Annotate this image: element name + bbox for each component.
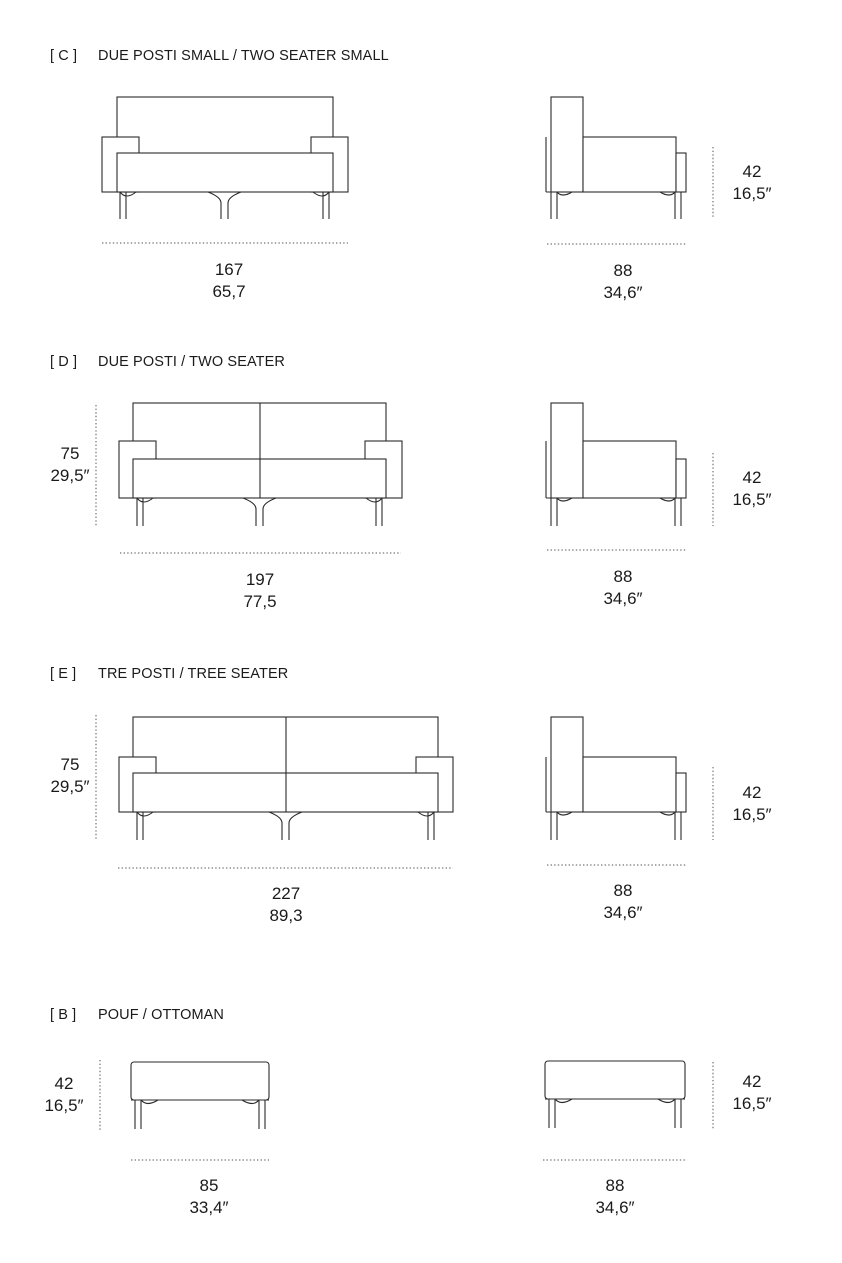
height-label: [24, 1073, 104, 1117]
seat-height-label: [712, 782, 792, 826]
seat-height-inches: 16,5″: [732, 184, 772, 203]
seat-height-label: [712, 467, 792, 511]
width-label: [220, 569, 300, 613]
height-inches: 16,5″: [44, 1096, 84, 1115]
width-inches: 89,3: [269, 906, 303, 925]
width-inches: 65,7: [212, 282, 246, 301]
depth-label: [583, 880, 663, 924]
depth-label: [575, 1175, 655, 1219]
depth-cm: 88: [613, 881, 633, 900]
depth-inches: 34,6″: [603, 903, 643, 922]
width-label: [189, 259, 269, 303]
sofa-e-side-view: [546, 717, 686, 840]
seat-height-inches: 16,5″: [732, 805, 772, 824]
width-inches: 77,5: [243, 592, 277, 611]
height-label: [30, 443, 110, 487]
section-code: [ C ]: [50, 48, 78, 64]
height-inches: 29,5″: [50, 777, 90, 796]
height-cm: 42: [742, 1072, 762, 1091]
depth-inches: 34,6″: [595, 1198, 635, 1217]
seat-height-cm: 42: [742, 468, 762, 487]
depth-inches: 34,6″: [603, 283, 643, 302]
section-name: DUE POSTI / TWO SEATER: [98, 354, 285, 370]
pouf-front-view: [131, 1062, 269, 1129]
depth-label: [583, 260, 663, 304]
depth-inches: 34,6″: [603, 589, 643, 608]
pouf-side-view: [545, 1061, 685, 1128]
sofa-c-side-view: [546, 97, 686, 219]
section-name: TRE POSTI / TREE SEATER: [98, 666, 289, 682]
width-cm: 197: [245, 570, 275, 589]
depth-cm: 88: [613, 567, 633, 586]
section-code: [ E ]: [50, 666, 77, 682]
seat-height-inches: 16,5″: [732, 490, 772, 509]
depth-label: [583, 566, 663, 610]
width-cm: 167: [214, 260, 244, 279]
depth-cm: 88: [613, 261, 633, 280]
sofa-c-front-view: [102, 97, 348, 219]
width-label: [246, 883, 326, 927]
seat-height-cm: 42: [742, 162, 762, 181]
section-code: [ B ]: [50, 1007, 77, 1023]
height-cm: 75: [60, 755, 80, 774]
sofa-e-front-view: [119, 717, 453, 840]
height-label: [712, 1071, 792, 1115]
section-name: DUE POSTI SMALL / TWO SEATER SMALL: [98, 48, 389, 64]
width-cm: 227: [271, 884, 301, 903]
section-name: POUF / OTTOMAN: [98, 1007, 224, 1023]
sofa-d-front-view: [119, 403, 402, 526]
width-cm: 85: [199, 1176, 219, 1195]
width-inches: 33,4″: [189, 1198, 229, 1217]
height-cm: 75: [60, 444, 80, 463]
section-code: [ D ]: [50, 354, 78, 370]
depth-cm: 88: [605, 1176, 625, 1195]
sofa-d-side-view: [546, 403, 686, 526]
height-cm: 42: [54, 1074, 74, 1093]
seat-height-cm: 42: [742, 783, 762, 802]
width-label: [169, 1175, 249, 1219]
height-inches: 29,5″: [50, 466, 90, 485]
height-label: [30, 754, 110, 798]
seat-height-label: [712, 161, 792, 205]
height-inches: 16,5″: [732, 1094, 772, 1113]
